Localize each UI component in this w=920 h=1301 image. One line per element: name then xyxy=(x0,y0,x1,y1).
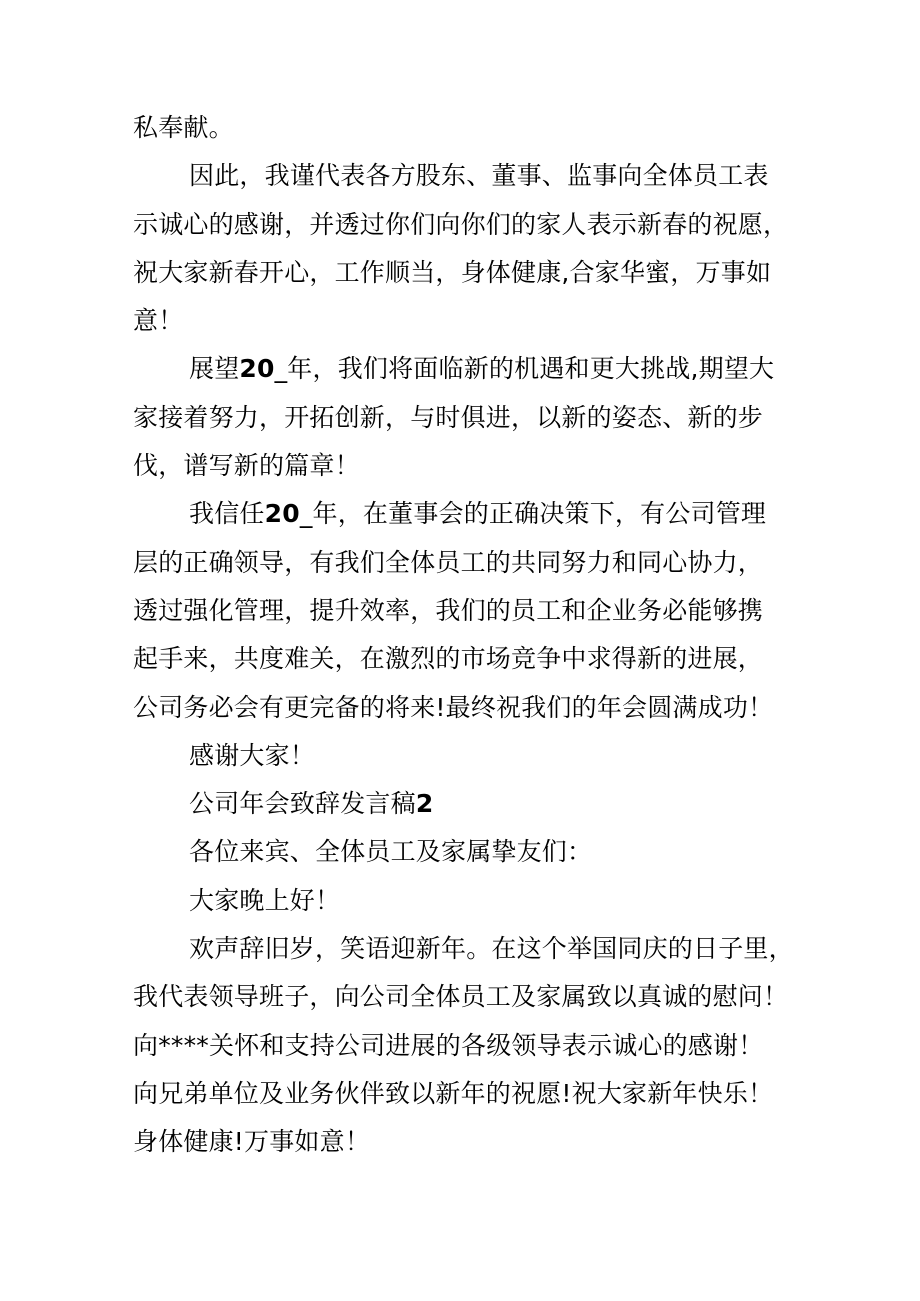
text-line-11: 透过强化管理，提升效率，我们的员工和企业务必能够携 xyxy=(133,595,764,625)
document-body xyxy=(133,104,813,1167)
text-line-17: 大家晚上好！ xyxy=(189,885,341,915)
text-line-8: 伐，谱写新的篇章！ xyxy=(133,451,360,481)
text-line-12: 起手来，共度难关，在激烈的市场竞争中求得新的进展， xyxy=(133,644,764,674)
text-line-2: 因此，我谨代表各方股东、董事、监事向全体员工表 xyxy=(189,161,769,191)
text-line-20: 向****关怀和支持公司进展的各级领导表示诚心的感谢！ xyxy=(133,1030,764,1060)
text-line-18: 欢声辞旧岁，笑语迎新年。在这个举国同庆的日子里， xyxy=(189,934,794,964)
text-line-19: 我代表领导班子，向公司全体员工及家属致以真诚的慰问！ xyxy=(133,982,789,1012)
text-line-6: 展望20_年，我们将面临新的机遇和更大挑战,期望大 xyxy=(189,354,775,384)
text-line-21: 向兄弟单位及业务伙伴致以新年的祝愿!祝大家新年快乐！ xyxy=(133,1078,774,1108)
text-line-1: 私奉献。 xyxy=(133,113,234,142)
text-line-7: 家接着努力，开拓创新，与时俱进，以新的姿态、新的步 xyxy=(133,402,764,432)
text-line-22: 身体健康!万事如意！ xyxy=(133,1127,371,1157)
section-heading: 公司年会致辞发言稿2 xyxy=(189,789,434,819)
text-line-4: 祝大家新春开心，工作顺当，身体健康,合家华蜜，万事如 xyxy=(133,257,772,287)
text-line-10: 层的正确领导，有我们全体员工的共同努力和同心协力， xyxy=(133,547,764,577)
text-line-16: 各位来宾、全体员工及家属挚友们： xyxy=(189,837,593,867)
text-line-9: 我信任20_年，在董事会的正确决策下，有公司管理 xyxy=(189,499,767,529)
text-line-13: 公司务必会有更完备的将来!最终祝我们的年会圆满成功！ xyxy=(133,692,774,722)
text-line-14: 感谢大家！ xyxy=(189,740,316,770)
text-line-5: 意！ xyxy=(133,306,184,336)
text-line-3: 示诚心的感谢，并透过你们向你们的家人表示新春的祝愿， xyxy=(133,209,789,239)
